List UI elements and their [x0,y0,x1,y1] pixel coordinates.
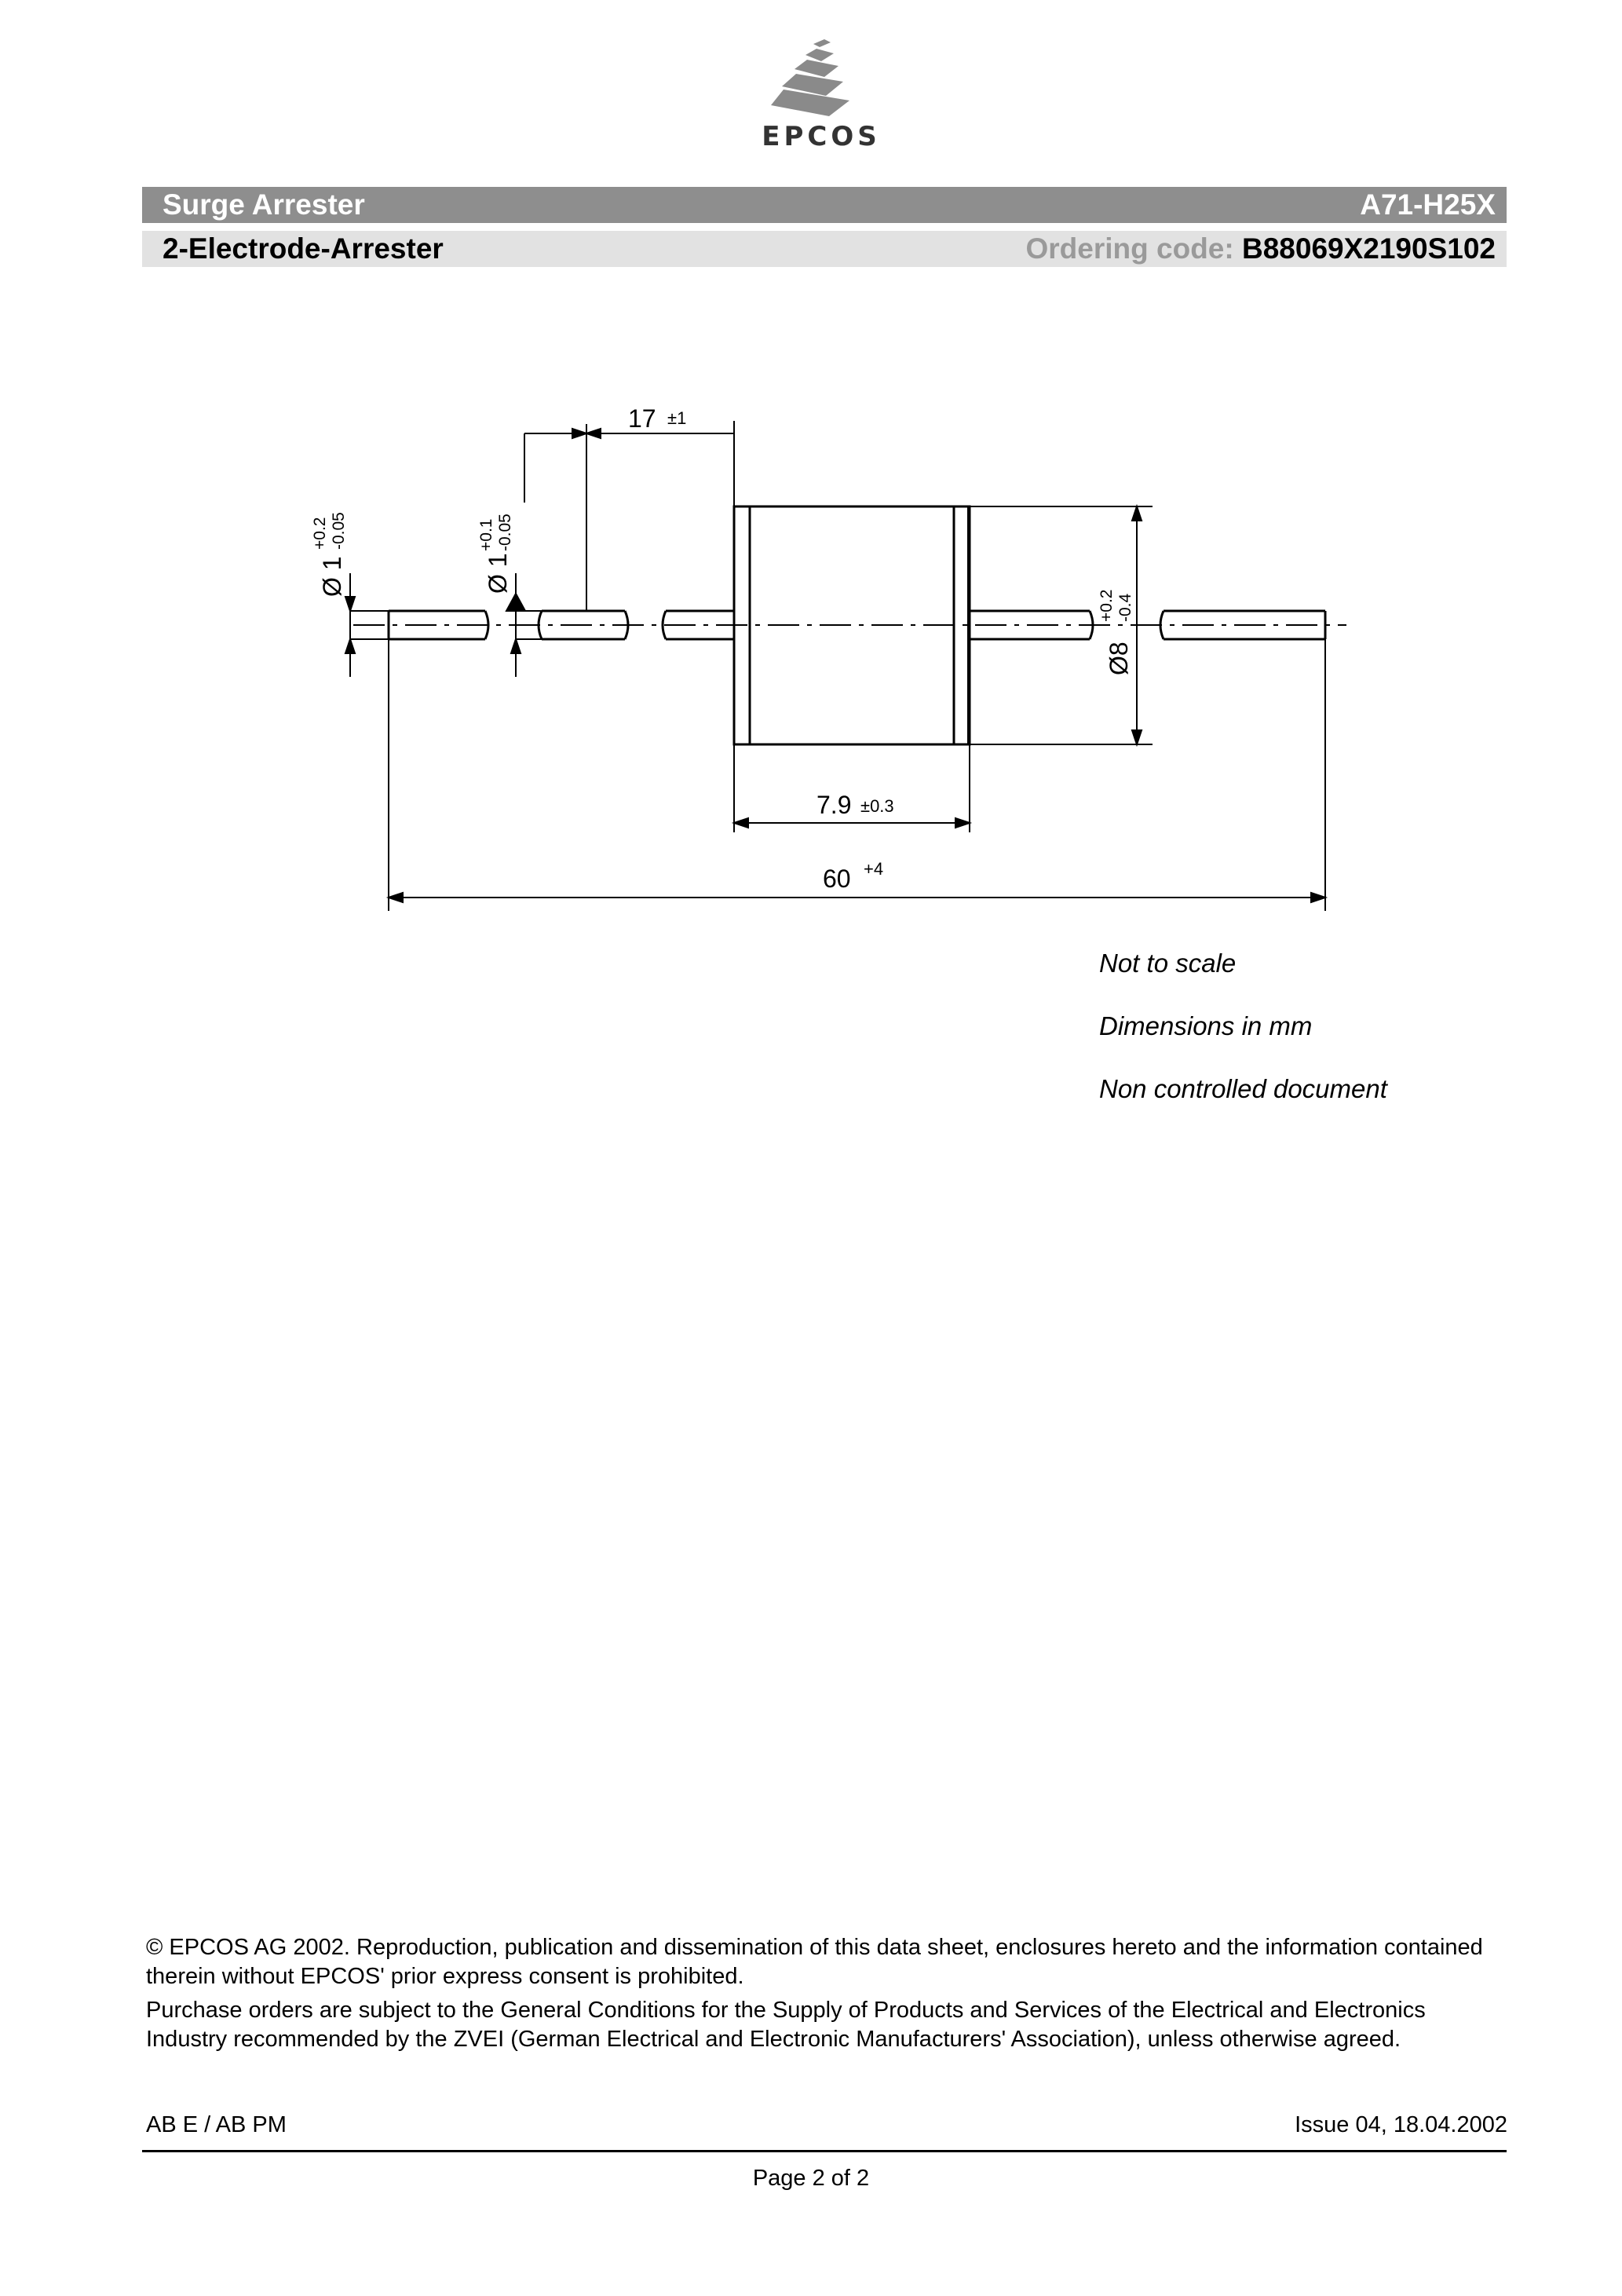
dim-total-len [389,639,1325,911]
note-scale: Not to scale [1099,949,1237,978]
legal-footer [146,1933,1512,2059]
dim-body-dia-value: Ø8 [1105,642,1133,675]
ordering-code: B88069X2190S102 [1241,232,1496,265]
department-code: AB E / AB PM [146,2112,287,2137]
page-number: Page 2 of 2 [752,2166,870,2191]
product-type: 2-Electrode-Arrester [163,232,444,265]
dim-lead-dia-2-tol-plus: +0.1 [477,518,495,551]
dim-body-len-tol: ±0.3 [860,796,894,816]
dim-total-len-tol: +4 [864,859,884,879]
dim-spacing-tol: ±1 [667,408,687,428]
dim-lead-dia-2-tol-minus: -0.05 [496,514,514,551]
terms-text: Purchase orders are subject to the General Conditions for the Supply of Products and Services of the Electrical and Electronics Industry recommended by the ZVEI (German Electrical and Electronic Manufacturers' Association), unless otherwise agreed. [146,1998,1426,2052]
dim-lead-dia-1-tol-minus: -0.05 [330,512,348,550]
dim-spacing-17 [524,421,734,611]
note-units: Dimensions in mm [1099,1011,1313,1040]
dim-total-len-value: 60 [823,865,851,893]
part-number: A71-H25X [1360,188,1496,221]
dim-lead-dia-1-tol-plus: +0.2 [311,517,329,550]
dim-body-dia-tol-minus: -0.4 [1116,593,1134,622]
dim-spacing-value: 17 [628,404,656,433]
issue-date: Issue 04, 18.04.2002 [1295,2112,1507,2137]
dim-body-dia-tol-plus: +0.2 [1098,589,1116,622]
dim-lead-dia-2-value: Ø 1 [484,553,512,594]
product-family: Surge Arrester [163,188,365,221]
ordering-code-label: Ordering code: [1025,232,1234,265]
dim-lead-dia-1-value: Ø 1 [318,556,346,597]
note-control: Non controlled document [1099,1074,1387,1103]
dim-body-len [734,744,970,832]
footer-rule [142,2150,1507,2152]
brand-logo-text: EPCOS [762,121,881,152]
copyright-text: © EPCOS AG 2002. Reproduction, publication and dissemination of this data sheet, enclosures hereto and the information contained therein without EPCOS' prior express consent is prohibited. [146,1935,1483,1989]
dim-body-len-value: 7.9 [816,791,852,819]
dimension-drawing [0,0,1622,974]
drawing-notes [1099,949,1387,1137]
